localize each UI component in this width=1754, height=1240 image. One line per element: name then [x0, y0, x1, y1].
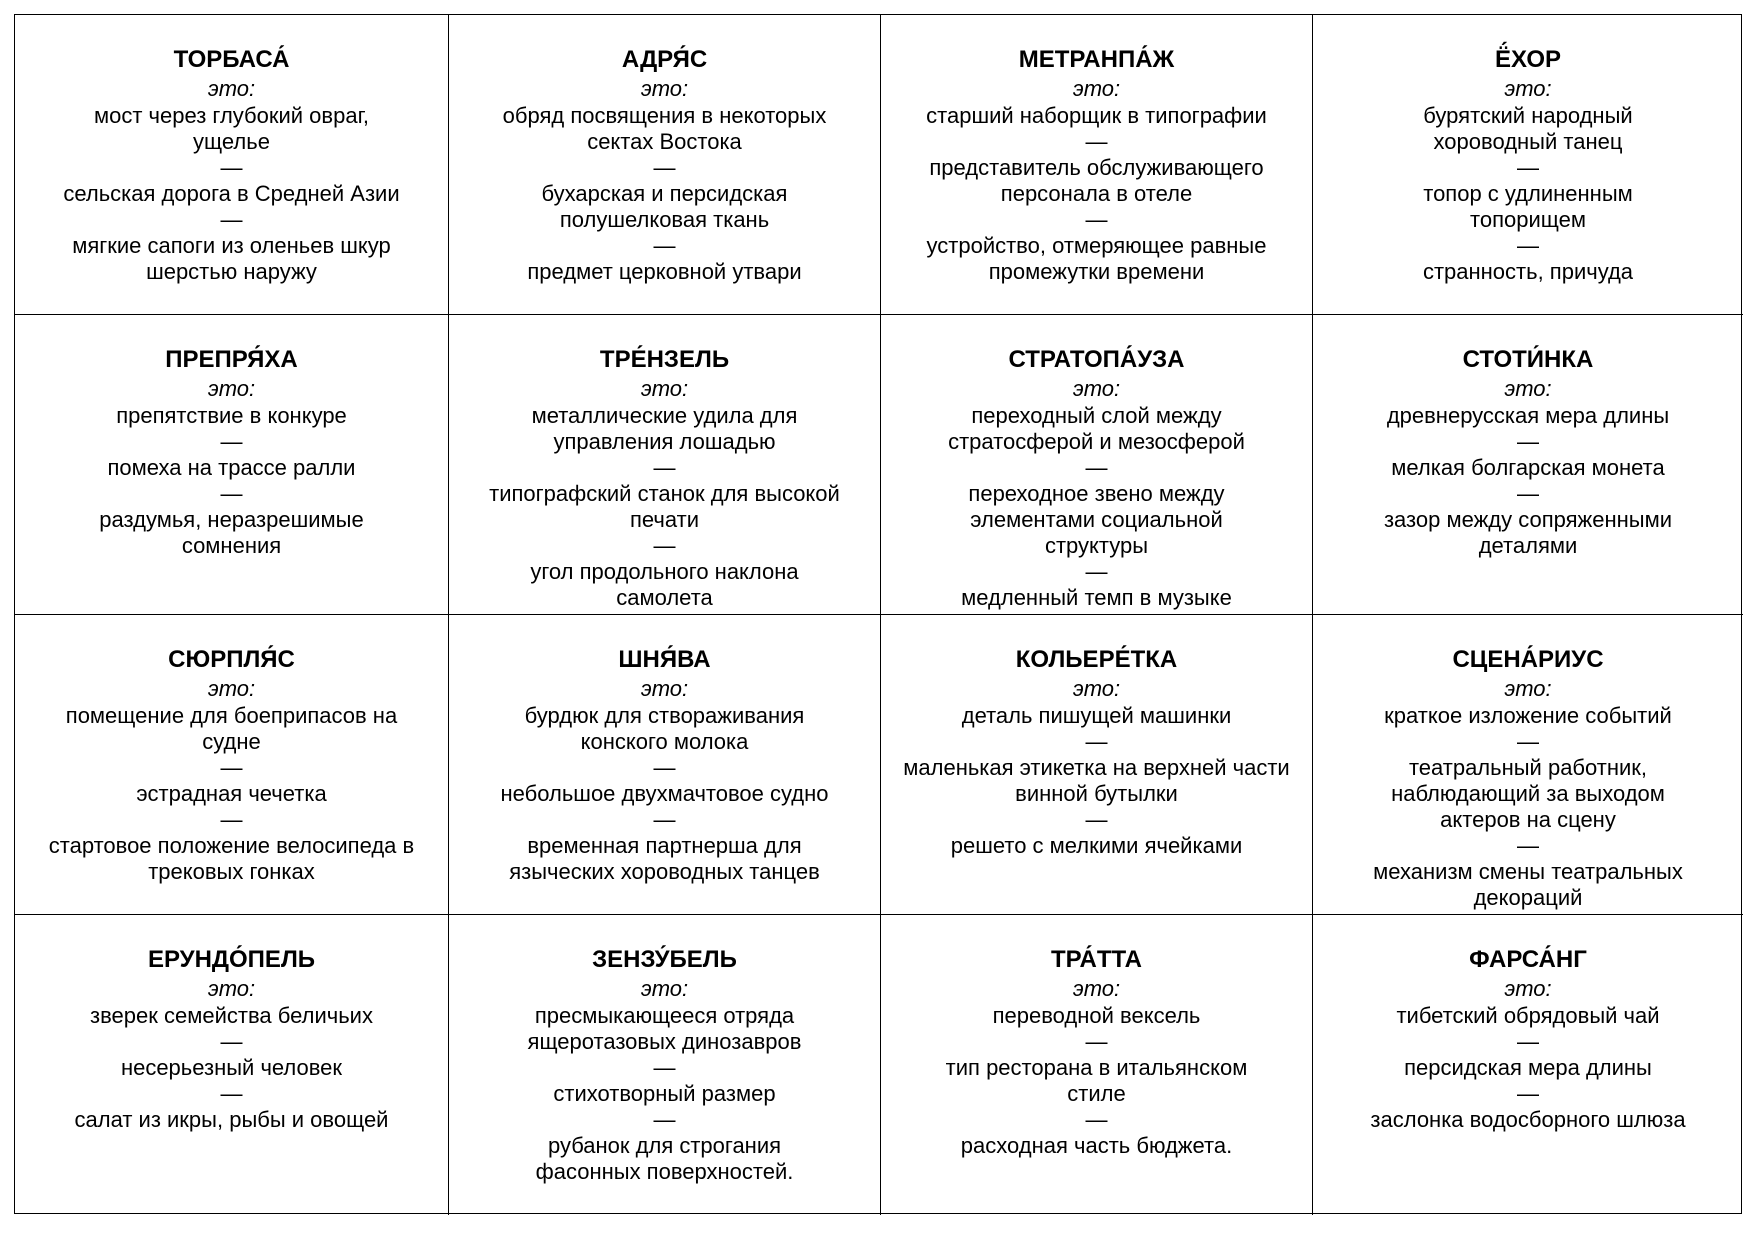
dash-separator: —: [1085, 129, 1108, 154]
meaning: пресмыкающееся отряда ящеротазовых динозавров: [527, 1003, 802, 1054]
meaning: типографский станок для высокой печати: [489, 481, 840, 532]
meanings-list: [893, 403, 1300, 611]
word-card: [449, 315, 881, 615]
meanings-list: [893, 1003, 1300, 1159]
dash-separator: —: [1517, 233, 1539, 258]
dash-separator: —: [220, 1029, 243, 1054]
eto-label: это:: [1072, 76, 1121, 101]
meaning: раздумья, неразрешимые сомнения: [99, 507, 364, 558]
meanings-list: [461, 703, 868, 885]
meaning: эстрадная чечетка: [136, 781, 327, 806]
meaning: несерьезный человек: [120, 1055, 343, 1080]
meanings-list: [461, 1003, 868, 1185]
meaning: театральный работник, наблюдающий за выходом актеров на сцену: [1391, 755, 1665, 832]
meaning: маленькая этикетка на верхней части винной бутылки: [903, 755, 1290, 806]
word-card: [449, 15, 881, 315]
word-card: [881, 15, 1313, 315]
meaning: тип ресторана в итальянском стиле: [945, 1055, 1248, 1106]
word-definitions-table: [14, 14, 1742, 1214]
meaning: стихотворный размер: [553, 1081, 776, 1106]
word-title: СЦЕНА́РИУС: [1452, 646, 1604, 673]
word-card: [881, 915, 1313, 1215]
meanings-list: [893, 703, 1300, 859]
word-card: [881, 615, 1313, 915]
meanings-list: [1325, 403, 1731, 559]
meaning: решето с мелкими ячейками: [950, 833, 1243, 858]
meaning: персидская мера длины: [1404, 1055, 1652, 1080]
eto-label: это:: [207, 376, 256, 401]
dash-separator: —: [220, 207, 243, 232]
meaning: временная партнерша для языческих хороводных танцев: [509, 833, 820, 884]
dash-separator: —: [1085, 1029, 1108, 1054]
eto-label: это:: [640, 676, 689, 701]
word-title: ЕРУНДО́ПЕЛЬ: [147, 946, 316, 973]
eto-label: это:: [1072, 676, 1121, 701]
word-title: ЗЕНЗУ́БЕЛЬ: [592, 946, 737, 973]
meanings-list: [893, 103, 1300, 285]
word-card: [881, 315, 1313, 615]
word-card: [15, 315, 449, 615]
meaning: краткое изложение событий: [1384, 703, 1672, 728]
meaning: мягкие сапоги из оленьев шкур шерстью наружу: [72, 233, 391, 284]
dash-separator: —: [220, 755, 243, 780]
word-card: [449, 915, 881, 1215]
word-title: СТОТИ́НКА: [1462, 346, 1594, 373]
meanings-list: [461, 103, 868, 285]
word-title: СЮРПЛЯ́С: [168, 646, 295, 673]
meaning: переходный слой между стратосферой и мезосферой: [948, 403, 1245, 454]
dash-separator: —: [220, 1081, 243, 1106]
meanings-list: [1325, 703, 1731, 911]
word-card: [1313, 615, 1743, 915]
meaning: устройство, отмеряющее равные промежутки времени: [926, 233, 1267, 284]
dash-separator: —: [1517, 729, 1539, 754]
meanings-list: [27, 703, 436, 885]
word-card: [15, 15, 449, 315]
meaning: предмет церковной утвари: [527, 259, 802, 284]
meaning: переходное звено между элементами социальной структуры: [968, 481, 1225, 558]
meaning: стартовое положение велосипеда в трековых гонках: [48, 833, 415, 884]
meaning: странность, причуда: [1422, 259, 1634, 284]
dash-separator: —: [1517, 429, 1539, 454]
dash-separator: —: [220, 429, 243, 454]
dash-separator: —: [220, 481, 243, 506]
eto-label: это:: [640, 976, 689, 1001]
meaning: расходная часть бюджета.: [960, 1133, 1233, 1158]
meaning: салат из икры, рыбы и овощей: [74, 1107, 389, 1132]
dash-separator: —: [653, 807, 676, 832]
word-card: [1313, 315, 1743, 615]
dash-separator: —: [653, 455, 676, 480]
dash-separator: —: [1085, 807, 1108, 832]
dash-separator: —: [1517, 1081, 1539, 1106]
dash-separator: —: [1085, 207, 1108, 232]
word-title: ШНЯ́ВА: [618, 646, 711, 673]
dash-separator: —: [653, 233, 676, 258]
dash-separator: —: [1085, 559, 1108, 584]
word-title: СТРАТОПА́УЗА: [1008, 346, 1185, 373]
word-title: ФАРСА́НГ: [1469, 946, 1587, 973]
word-title: АДРЯ́С: [621, 46, 708, 73]
word-title: ТРА́ТТА: [1050, 946, 1143, 973]
word-title: КОЛЬЕРЕ́ТКА: [1015, 646, 1178, 673]
dash-separator: —: [1517, 481, 1539, 506]
dash-separator: —: [1085, 729, 1108, 754]
meaning: зверек семейства беличьих: [90, 1003, 373, 1028]
meaning: переводной вексель: [992, 1003, 1201, 1028]
word-title: ТРЕ́НЗЕЛЬ: [599, 346, 730, 373]
eto-label: это:: [1504, 376, 1552, 401]
meanings-list: [1325, 1003, 1731, 1133]
word-title: Ё́ХОР: [1494, 46, 1562, 73]
word-card: [449, 615, 881, 915]
meaning: зазор между сопряженными деталями: [1383, 507, 1673, 558]
word-title: ПРЕПРЯ́ХА: [165, 346, 298, 373]
word-title: ТОРБАСА́: [173, 46, 290, 73]
meaning: тибетский обрядовый чай: [1396, 1003, 1660, 1028]
meaning: угол продольного наклона самолета: [530, 559, 799, 610]
meaning: механизм смены театральных декораций: [1373, 859, 1683, 910]
meaning: медленный темп в музыке: [961, 585, 1232, 610]
meaning: мелкая болгарская монета: [1391, 455, 1665, 480]
eto-label: это:: [207, 76, 256, 101]
meaning: небольшое двухмачтовое судно: [500, 781, 829, 806]
word-card: [1313, 15, 1743, 315]
meaning: старший наборщик в типографии: [926, 103, 1267, 128]
dash-separator: —: [653, 1107, 676, 1132]
meaning: представитель обслуживающего персонала в отеле: [929, 155, 1264, 206]
meaning: бурдюк для створаживания конского молока: [524, 703, 805, 754]
dash-separator: —: [653, 155, 676, 180]
eto-label: это:: [1072, 976, 1121, 1001]
meaning: древнерусская мера длины: [1386, 403, 1670, 428]
meanings-list: [461, 403, 868, 611]
meaning: рубанок для строгания фасонных поверхностей.: [535, 1133, 794, 1184]
dash-separator: —: [653, 1055, 676, 1080]
word-title: МЕТРАНПА́Ж: [1018, 46, 1175, 73]
meaning: сельская дорога в Средней Азии: [63, 181, 400, 206]
eto-label: это:: [640, 376, 689, 401]
meaning: топор с удлиненным топорищем: [1423, 181, 1633, 232]
dash-separator: —: [1517, 155, 1539, 180]
dash-separator: —: [220, 807, 243, 832]
word-card: [1313, 915, 1743, 1215]
dash-separator: —: [220, 155, 243, 180]
dash-separator: —: [1085, 1107, 1108, 1132]
meaning: бурятский народный хороводный танец: [1423, 103, 1633, 154]
word-card: [15, 615, 449, 915]
meaning: металлические удила для управления лошадью: [531, 403, 798, 454]
dash-separator: —: [653, 533, 676, 558]
eto-label: это:: [1072, 376, 1121, 401]
eto-label: это:: [207, 676, 256, 701]
eto-label: это:: [1504, 676, 1552, 701]
meaning: бухарская и персидская полушелковая ткань: [541, 181, 788, 232]
meaning: помеха на трассе ралли: [107, 455, 356, 480]
meaning: деталь пишущей машинки: [961, 703, 1232, 728]
meanings-list: [27, 403, 436, 559]
dash-separator: —: [1085, 455, 1108, 480]
word-card: [15, 915, 449, 1215]
meaning: обряд посвящения в некоторых сектах Востока: [502, 103, 827, 154]
meanings-list: [27, 103, 436, 285]
meanings-list: [27, 1003, 436, 1133]
eto-label: это:: [640, 76, 689, 101]
meaning: препятствие в конкуре: [116, 403, 347, 428]
meaning: мост через глубокий овраг, ущелье: [93, 103, 370, 154]
meanings-list: [1325, 103, 1731, 285]
eto-label: это:: [1504, 76, 1552, 101]
dash-separator: —: [1517, 1029, 1539, 1054]
meaning: помещение для боеприпасов на судне: [65, 703, 398, 754]
meaning: заслонка водосборного шлюза: [1370, 1107, 1686, 1132]
eto-label: это:: [207, 976, 256, 1001]
dash-separator: —: [1517, 833, 1539, 858]
eto-label: это:: [1504, 976, 1552, 1001]
dash-separator: —: [653, 755, 676, 780]
